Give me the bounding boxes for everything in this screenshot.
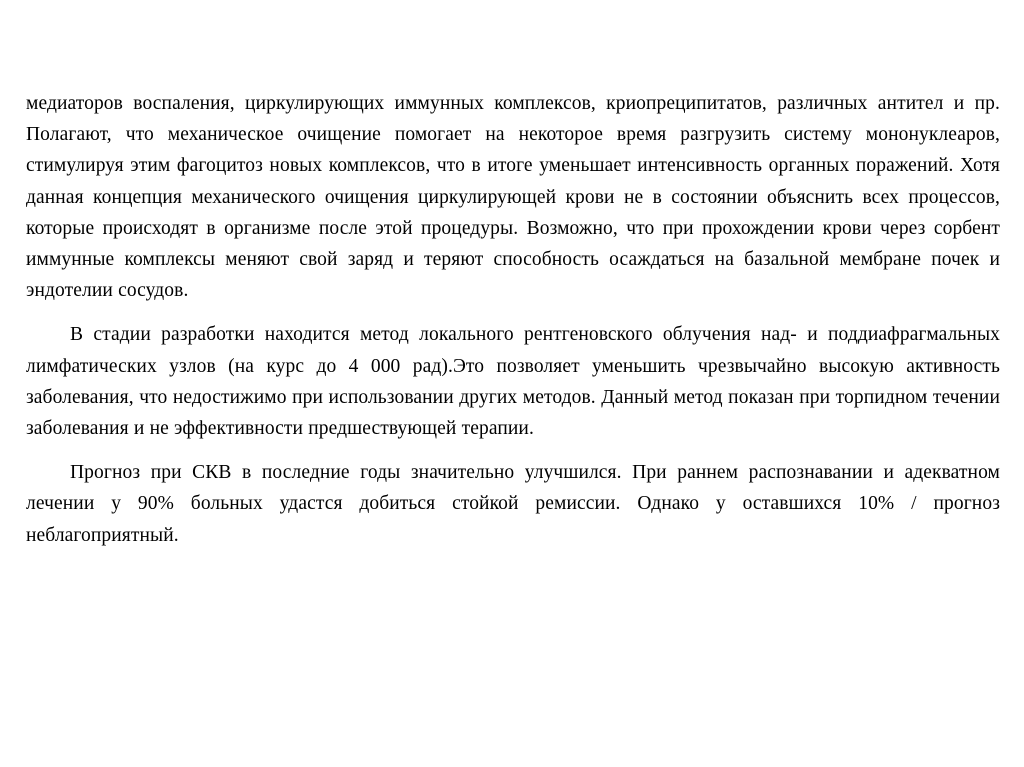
document-body bbox=[26, 88, 1000, 551]
paragraph-1: медиаторов воспаления, циркулирующих иммунных комплексов, криопреципитатов, различных антител и пр. Полагают, что механическое очищение помогает на некоторое время разгрузить систему мононуклеаров, стимулируя этим фагоцитоз новых комплексов, что в итоге уменьшает интенсивность органных поражений. Хотя данная концепция механического очищения циркулирующей крови не в состоянии объяснить всех процессов, которые происходят в организме после этой процедуры. Возможно, что при прохождении крови через сорбент иммунные комплексы меняют свой заряд и теряют способность осаждаться на базальной мембране почек и эндотелии сосудов. bbox=[26, 93, 1000, 302]
paragraph-2: В стадии разработки находится метод локального рентгеновского облучения над- и поддиафрагмальных лимфатических узлов (на курс до 4 000 рад).Это позволяет уменьшить чрезвычайно высокую активность заболевания, что недостижимо при использовании других методов. Данный метод показан при торпидном течении заболевания и не эффективности предшествующей терапии. bbox=[26, 324, 1000, 440]
paragraph-3: Прогноз при СКВ в последние годы значительно улучшился. При раннем распознавании и адекватном лечении у 90% больных удастся добиться стойкой ремиссии. Однако у оставшихся 10% / прогноз неблагоприятный. bbox=[26, 462, 1000, 546]
